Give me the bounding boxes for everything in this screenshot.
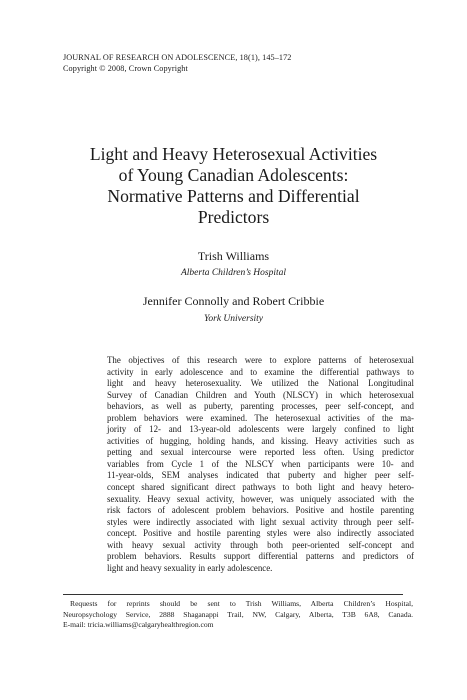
abstract-line: light and heavy heterosexuality. We utilized the National Longitudinal xyxy=(107,378,414,389)
author-affiliation: Alberta Children’s Hospital xyxy=(180,268,287,278)
author-name: Trish Williams xyxy=(197,249,270,263)
abstract-line: risk factors of adolescent problem behaviors. Positive and hostile parenting xyxy=(107,505,414,516)
abstract-line: problem behaviors were examined. The heterosexual activities of the ma- xyxy=(107,412,414,423)
title-line: Normative Patterns and Differential xyxy=(107,186,360,206)
abstract-line: activities of hugging, holding hands, and kissing. Heavy activities such as xyxy=(107,435,414,446)
footnote-line: Requests for reprints should be sent to Trish Williams, Alberta Children’s Hospital, xyxy=(70,599,413,608)
abstract-line: variables from Cycle 1 of the NLSCY when participants were 10- and xyxy=(107,458,414,469)
author-name: Jennifer Connolly and Robert Cribbie xyxy=(142,294,325,308)
title-line: of Young Canadian Adolescents: xyxy=(118,165,349,185)
abstract xyxy=(107,355,414,574)
footnote xyxy=(63,599,413,631)
abstract-line: jority of 12- and 13-year-old adolescents were largely confined to light xyxy=(107,424,414,435)
author-affiliation: York University xyxy=(203,314,264,324)
journal-citation: JOURNAL OF RESEARCH ON ADOLESCENCE, 18(1), 145–172 xyxy=(63,53,292,62)
abstract-line: 11-year-olds, SEM analyses indicated that puberty and higher peer self- xyxy=(107,470,414,481)
article-title xyxy=(40,144,427,228)
abstract-line: light and heavy sexuality in early adolescence. xyxy=(107,562,273,573)
footnote-divider xyxy=(63,594,403,595)
copyright-notice: Copyright © 2008, Crown Copyright xyxy=(63,64,188,73)
abstract-line: with heavy sexual activity through both peer-oriented self-concept and xyxy=(107,539,414,550)
abstract-line: problem behaviors. Results support differential patterns and predictors of xyxy=(107,551,414,562)
abstract-line: styles were indirectly associated with light sexual activity through peer self- xyxy=(107,516,414,527)
abstract-line: The objectives of this research were to explore patterns of heterosexual xyxy=(107,355,414,365)
abstract-line: behaviors, as well as puberty, parenting processes, peer self-concept, and xyxy=(107,401,414,412)
footnote-line: Neuropsychology Service, 2888 Shaganappi Trail, NW, Calgary, Alberta, T3B 6A8, Canada. xyxy=(63,609,413,619)
abstract-line: petting and sexual intercourse were reported less often. Using predictor xyxy=(107,447,414,458)
abstract-line: activity in early adolescence and to examine the differential pathways to xyxy=(107,366,414,377)
abstract-line: Survey of Canadian Children and Youth (NLSCY) in which heterosexual xyxy=(107,389,414,400)
title-line: Light and Heavy Heterosexual Activities xyxy=(89,144,378,164)
abstract-line: concept. Positive and hostile parenting styles were also indirectly associated xyxy=(107,528,414,539)
abstract-line: concept shared significant direct pathways to both light and heavy hetero- xyxy=(107,482,414,493)
title-line: Predictors xyxy=(197,207,270,227)
footnote-email: E-mail: tricia.williams@calgaryhealthregion.com xyxy=(63,620,214,630)
journal-header xyxy=(63,52,292,74)
abstract-line: sexuality. Heavy sexual activity, however, was uniquely associated with the xyxy=(107,493,414,504)
